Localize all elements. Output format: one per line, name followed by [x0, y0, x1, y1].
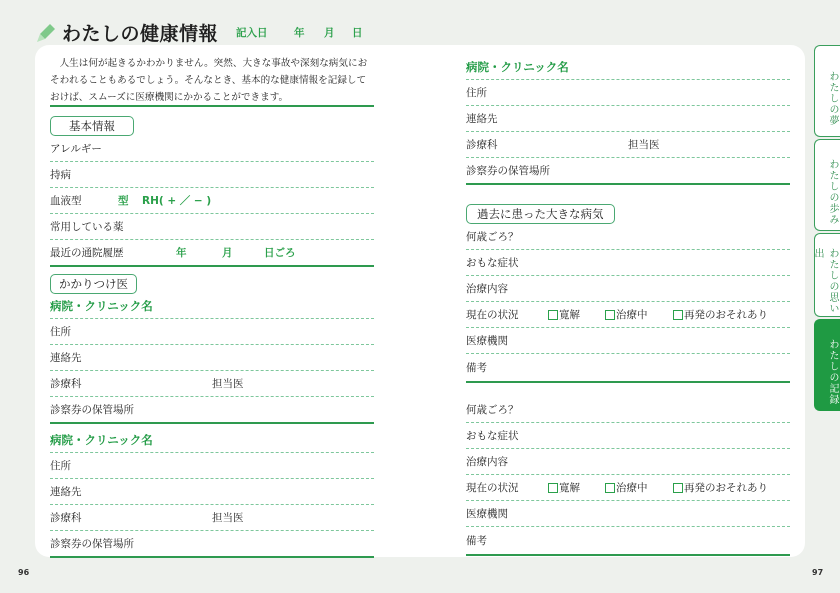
age-row[interactable]	[466, 397, 790, 423]
treatment-row[interactable]	[466, 449, 790, 475]
entry-date	[236, 25, 363, 40]
institution-row[interactable]	[466, 501, 790, 527]
contact-row[interactable]	[50, 345, 374, 371]
symptoms-label: おもな症状	[466, 430, 519, 442]
checkbox-icon	[605, 310, 615, 320]
institution-row[interactable]	[466, 328, 790, 354]
tab-my-memories[interactable]: わたしの思い出	[814, 233, 840, 317]
age-row[interactable]	[466, 224, 790, 250]
relapse-risk-checkbox[interactable]	[673, 480, 768, 495]
doctor-label: 担当医	[212, 378, 244, 390]
address-label: 住所	[50, 460, 71, 472]
notes-label: 備考	[466, 362, 487, 374]
past-illness-heading: 過去に患った大きな病気	[466, 204, 615, 224]
allergy-label: アレルギー	[50, 143, 102, 155]
pencil-icon	[34, 20, 58, 44]
intro-text: 人生は何が起きるかわかりません。突然、大きな事故や深刻な病気におそわれることもあるでしょう。そんなとき、基本的な健康情報を記録しておけば、スムーズに医療機関にかかることができます。	[50, 58, 368, 103]
checkbox-icon	[548, 310, 558, 320]
rh-factor[interactable]: RH( + ／ − )	[142, 195, 212, 207]
contact-label: 連絡先	[50, 352, 82, 364]
status-row	[466, 302, 790, 328]
address-row[interactable]	[50, 319, 374, 345]
family-doctor-section	[50, 273, 374, 558]
checkbox-icon	[673, 483, 683, 493]
doctor-label: 担当医	[212, 512, 244, 524]
in-treatment-checkbox[interactable]	[605, 480, 673, 495]
in-treatment-label: 治療中	[616, 482, 648, 494]
symptoms-label: おもな症状	[466, 257, 519, 269]
card-location-label: 診察券の保管場所	[50, 538, 134, 550]
department-label: 診療科	[466, 139, 498, 151]
basic-info-section	[50, 115, 374, 267]
blood-type-row[interactable]	[50, 188, 374, 214]
status-label: 現在の状況	[466, 309, 519, 321]
date-month: 月	[324, 27, 335, 39]
relapse-risk-label: 再発のおそれあり	[684, 309, 768, 321]
recent-visit-row[interactable]	[50, 240, 374, 267]
basic-info-heading: 基本情報	[50, 116, 134, 136]
age-label: 何歳ごろ？	[466, 404, 519, 416]
card-location-row[interactable]	[466, 158, 790, 185]
department-row[interactable]	[50, 505, 374, 531]
tab-my-dream[interactable]: わたしの夢	[814, 45, 840, 137]
card-location-label: 診察券の保管場所	[50, 404, 134, 416]
visit-month: 月	[222, 247, 233, 259]
tab-my-journey[interactable]: わたしの歩み	[814, 139, 840, 231]
notes-label: 備考	[466, 535, 487, 547]
relapse-risk-checkbox[interactable]	[673, 307, 768, 322]
page-header	[34, 18, 218, 46]
medication-row[interactable]	[50, 214, 374, 240]
medication-label: 常用している薬	[50, 221, 124, 233]
card-location-row[interactable]	[50, 531, 374, 558]
institution-label: 医療機関	[466, 335, 508, 347]
age-label: 何歳ごろ？	[466, 231, 519, 243]
in-treatment-label: 治療中	[616, 309, 648, 321]
visit-day: 日ごろ	[264, 247, 296, 259]
institution-label: 医療機関	[466, 508, 508, 520]
page-number-left: 96	[18, 568, 30, 577]
checkbox-icon	[673, 310, 683, 320]
chronic-row[interactable]	[50, 162, 374, 188]
symptoms-row[interactable]	[466, 423, 790, 449]
department-row[interactable]	[466, 132, 790, 158]
status-row	[466, 475, 790, 501]
blood-type-suffix: 型	[118, 195, 129, 207]
contact-row[interactable]	[50, 479, 374, 505]
status-label: 現在の状況	[466, 482, 519, 494]
address-label: 住所	[466, 87, 487, 99]
card-location-label: 診察券の保管場所	[466, 165, 550, 177]
checkbox-icon	[605, 483, 615, 493]
contact-label: 連絡先	[50, 486, 82, 498]
contact-label: 連絡先	[466, 113, 498, 125]
treatment-row[interactable]	[466, 276, 790, 302]
checkbox-icon	[548, 483, 558, 493]
department-label: 診療科	[50, 512, 82, 524]
address-label: 住所	[50, 326, 71, 338]
card-location-row[interactable]	[50, 397, 374, 424]
notes-row[interactable]	[466, 354, 790, 383]
contact-row[interactable]	[466, 106, 790, 132]
remission-checkbox[interactable]	[548, 480, 605, 495]
in-treatment-checkbox[interactable]	[605, 307, 673, 322]
department-row[interactable]	[50, 371, 374, 397]
family-doctor-heading: かかりつけ医	[50, 274, 137, 294]
notes-row[interactable]	[466, 527, 790, 556]
left-page	[50, 55, 374, 558]
chapter-tabs	[814, 45, 840, 413]
tab-my-records[interactable]: わたしの記録	[814, 319, 840, 411]
remission-label: 寛解	[559, 482, 580, 494]
treatment-label: 治療内容	[466, 283, 508, 295]
remission-label: 寛解	[559, 309, 580, 321]
date-label: 記入日	[236, 27, 268, 39]
date-day: 日	[352, 27, 363, 39]
symptoms-row[interactable]	[466, 250, 790, 276]
department-label: 診療科	[50, 378, 82, 390]
past-illness-section	[466, 203, 790, 556]
address-row[interactable]	[50, 453, 374, 479]
page-number-right: 97	[812, 568, 824, 577]
blood-type-label: 血液型	[50, 195, 82, 207]
address-row[interactable]	[466, 80, 790, 106]
visit-year: 年	[176, 247, 187, 259]
chronic-label: 持病	[50, 169, 71, 181]
treatment-label: 治療内容	[466, 456, 508, 468]
clinic-name-label[interactable]: 病院・クリニック名	[50, 428, 374, 453]
allergy-row[interactable]	[50, 136, 374, 162]
page-title: わたしの健康情報	[62, 22, 219, 45]
clinic-name-label[interactable]: 病院・クリニック名	[50, 294, 374, 319]
recent-visit-label: 最近の通院履歴	[50, 247, 124, 259]
right-page	[466, 55, 790, 556]
relapse-risk-label: 再発のおそれあり	[684, 482, 768, 494]
clinic-name-label[interactable]: 病院・クリニック名	[466, 55, 790, 80]
date-year: 年	[294, 27, 305, 39]
doctor-label: 担当医	[628, 139, 660, 151]
remission-checkbox[interactable]	[548, 307, 605, 322]
